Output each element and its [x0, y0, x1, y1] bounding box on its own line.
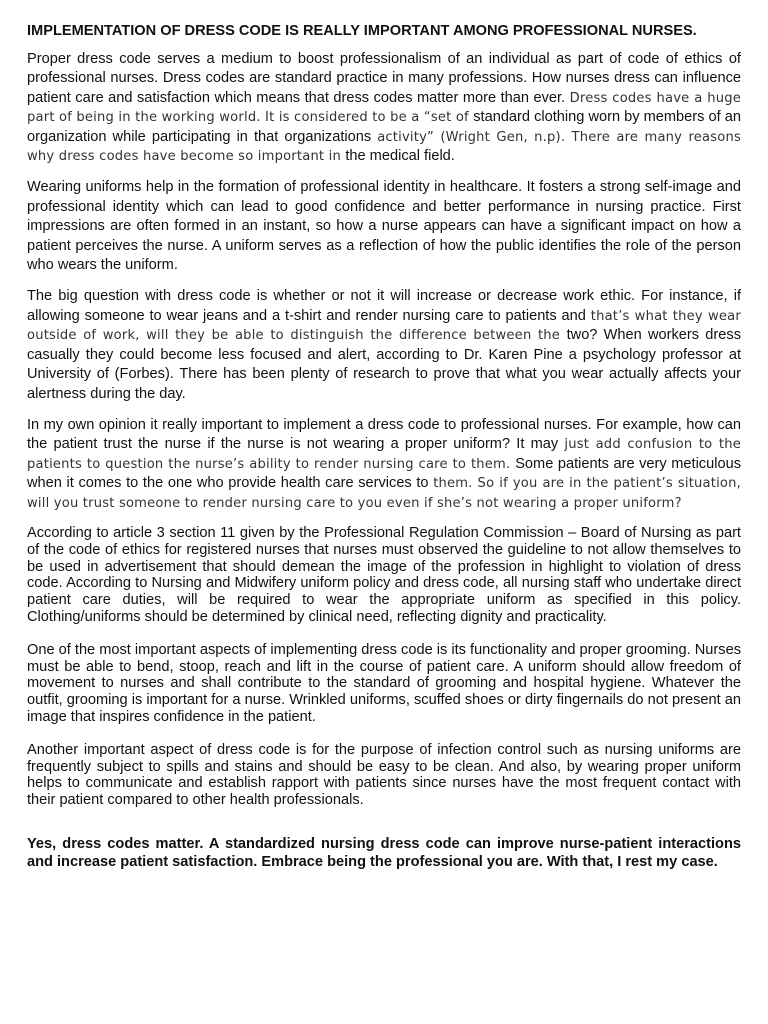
text-run: Proper dress code serves a medium to boost professionalism of an individual as part of code of ethics of professional nurses. Dress codes are standard practice in many professions. How nurses dress can influence patient care and satisfaction which means that dress codes matter more than ever. — [27, 51, 741, 106]
text-run: two? When workers dress casually they could become less focused and alert, according to Dr. Karen Pine a psychology professor at University of (Forbes). There has been plenty of research to prove that what you wear actually affects your alertness during the day. — [27, 327, 741, 402]
text-run: According to article 3 section 11 given by the Professional Regulation Commission – Board of Nursing as part of the code of ethics for registered nurses that nurses must observed the guideline to not allow themselves to be used in advertisement that should demean the image of the profession in highlight to violation of dress code. According to Nursing and Midwifery uniform policy and dress code, all nursing staff who undertake direct patient care duties, will be required to wear the appropriate uniform as specified in this policy. Clothing/uniforms should be determined by clinical need, reflecting dignity and practicality. — [27, 524, 741, 625]
text-run: The big question with dress code is whether or not it will increase or decrease work ethic. For instance, if allowing someone to wear jeans and a t-shirt and render nursing care to patients and — [27, 288, 741, 324]
text-run: Some patients are very meticulous when it comes to the one who provide health care services to — [27, 455, 741, 492]
paragraph-regulation — [27, 525, 741, 626]
paragraph-infection-control — [27, 742, 741, 809]
paragraph-identity — [27, 178, 741, 275]
text-run: In my own opinion it really important to implement a dress code to professional nurses. For example, how can the patient trust the nurse if the nurse is not wearing a proper uniform? It may — [27, 416, 741, 453]
text-run-light: that’s what they wear outside of work, will they be able to distinguish the difference between the — [27, 308, 741, 344]
document-page — [27, 22, 741, 883]
paragraph-grooming — [27, 642, 741, 726]
paragraph-opinion — [27, 416, 741, 513]
text-run: Wearing uniforms help in the formation of professional identity in healthcare. It fosters a strong self-image and professional identity which can lead to good confidence and better performance in nursing practice. First impressions are often formed in an instant, so how a nurse appears can have a significant impact on how a patient perceives the nurse. A uniform serves as a reflection of how the public identifies the role of the person who wears the uniform. — [27, 179, 741, 274]
paragraph-professionalism — [27, 50, 741, 166]
text-run: the medical field. — [345, 148, 455, 165]
paragraph-work-ethic — [27, 287, 741, 403]
text-run-light: them. So if you are in the patient’s situation, will you trust someone to render nursing care to you even if she’s not wearing a proper uniform? — [27, 476, 741, 511]
text-run: One of the most important aspects of implementing dress code is its functionality and proper grooming. Nurses must be able to bend, stoop, reach and lift in the course of patient care. A uniform should allow freedom of movement to nurses and shall contribute to the standard of grooming and hospital hygiene. Whatever the outfit, grooming is important for a nurse. Wrinkled uniforms, scuffed shoes or dirty fingernails do not present an image that inspires confidence in the patient. — [27, 641, 741, 725]
text-run-light: just add confusion to the patients to question the nurse’s ability to render nursing care to them. — [27, 437, 741, 472]
document-title: IMPLEMENTATION OF DRESS CODE IS REALLY IMPORTANT AMONG PROFESSIONAL NURSES. — [27, 23, 697, 39]
paragraph-closing: Yes, dress codes matter. A standardized nursing dress code can improve nurse-patient interactions and increase patient satisfaction. Embrace being the professional you are. With that, I rest my case. — [27, 835, 741, 870]
text-run-light: Dress codes have a huge part of being in the working world. It is considered to be a “set of — [27, 90, 741, 126]
text-run: Another important aspect of dress code is for the purpose of infection control such as nursing uniforms are frequently subject to spills and stains and should be easy to be clean. And also, by wearing proper uniform helps to communicate and establish rapport with patients since nurses have the most frequent contact with their patient compared to other health professionals. — [27, 741, 741, 809]
text-run-light: activity” (Wright Gen, n.p). There are many reasons why dress codes have become so important in — [27, 129, 742, 165]
text-run: standard clothing worn by members of an organization while participating in that organizations — [27, 109, 741, 145]
